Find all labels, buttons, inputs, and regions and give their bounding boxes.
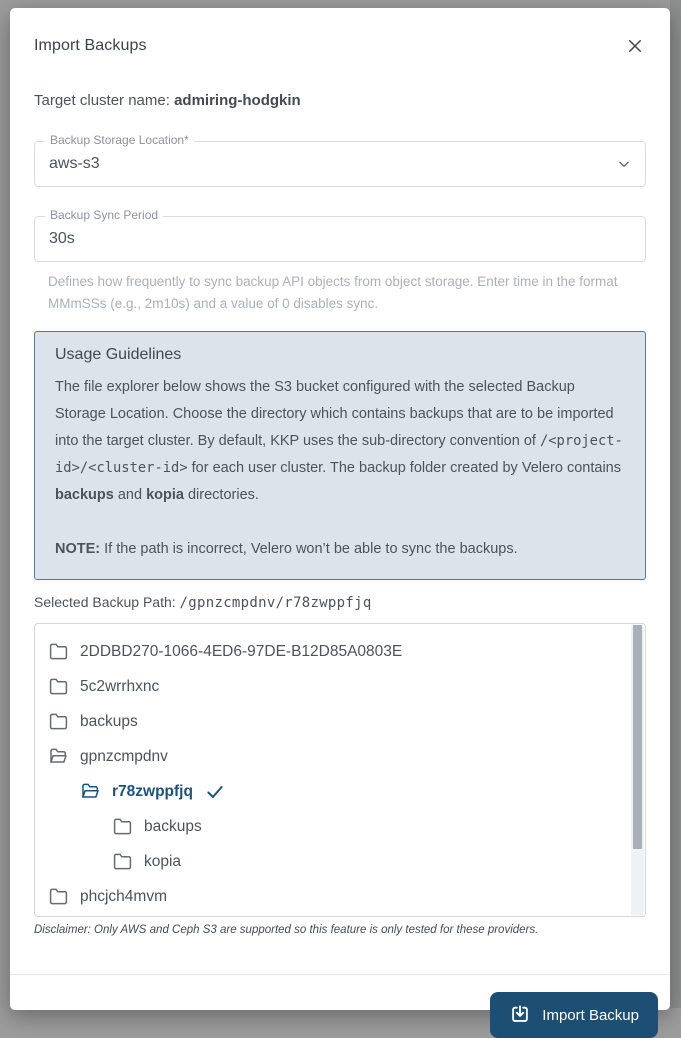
backup-sync-period-input[interactable] <box>49 230 631 248</box>
usage-guidelines-box <box>34 331 646 580</box>
folder-name: 2DDBD270-1066-4ED6-97DE-B12D85A0803E <box>80 642 403 660</box>
check-icon <box>205 782 225 802</box>
tree-item-phcjch4mvm[interactable] <box>35 879 645 914</box>
dialog-title: Import Backups <box>34 37 147 54</box>
import-backup-button[interactable] <box>490 992 658 1038</box>
folder-open-icon <box>49 747 68 766</box>
note-text: If the path is incorrect, Velero won’t be able to sync the backups. <box>100 541 518 557</box>
tree-item-5c2wrrhxnc[interactable] <box>35 669 645 704</box>
target-cluster-label: Target cluster name: <box>34 92 175 109</box>
tree-item-kopia[interactable] <box>35 844 645 879</box>
folder-icon <box>113 852 132 871</box>
tree-item-backups[interactable] <box>35 704 645 739</box>
import-backups-dialog <box>10 8 670 1024</box>
target-cluster-line <box>34 92 646 109</box>
folder-icon <box>49 642 68 661</box>
sync-period-hint: Defines how frequently to sync backup API objects from object storage. Enter time in the format MMmSSs (e.g., 2m10s) and a value of 0 disables sync. <box>48 274 618 311</box>
usage-guidelines-title: Usage Guidelines <box>55 346 182 363</box>
folder-name: kopia <box>144 852 182 870</box>
folder-icon <box>49 677 68 696</box>
folder-icon <box>49 712 68 731</box>
folder-name: gpnzcmpdnv <box>80 747 168 765</box>
folder-open-icon <box>81 782 100 801</box>
folder-name: backups <box>144 817 202 835</box>
import-download-icon <box>509 1004 531 1026</box>
import-backup-label: Import Backup <box>542 1006 639 1024</box>
dialog-footer <box>34 975 664 1038</box>
selected-backup-path-value: /gpnzcmpdnv/r78zwppfjq <box>179 595 372 611</box>
backup-storage-location-select[interactable] <box>34 133 646 187</box>
usage-guidelines-body <box>55 374 625 509</box>
guidelines-text-3: and <box>113 487 147 503</box>
guidelines-bold-backups: backups <box>55 487 114 503</box>
selected-backup-path <box>34 594 646 611</box>
folder-tree <box>35 634 645 914</box>
tree-item-gpnzcmpdnv[interactable] <box>35 739 645 774</box>
folder-name: r78zwppfjq <box>112 782 193 800</box>
guidelines-text-1: The file explorer below shows the S3 bucket configured with the selected Backup Storage Location. Choose the directory which contains backups that are to be imported into the target cluster. By default, KKP uses the sub-directory convention of <box>55 379 614 449</box>
folder-name: backups <box>80 712 138 730</box>
folder-icon <box>113 817 132 836</box>
usage-guidelines-note <box>55 536 625 563</box>
tree-item-backups[interactable] <box>35 809 645 844</box>
backup-storage-location-label: Backup Storage Location* <box>45 133 194 147</box>
tree-scrollbar-thumb[interactable] <box>633 625 642 849</box>
folder-icon <box>49 887 68 906</box>
tree-item-r78zwppfjq[interactable] <box>35 774 645 809</box>
note-label: NOTE: <box>55 541 101 557</box>
chevron-down-icon <box>617 157 631 171</box>
close-icon <box>626 37 644 55</box>
guidelines-code-path: /<project-id>/<cluster-id> <box>55 433 623 476</box>
tree-item-2ddbd270-1066-4ed6-97de-b12d85a0803e[interactable] <box>35 634 645 669</box>
guidelines-bold-kopia: kopia <box>146 487 184 503</box>
tree-scrollbar[interactable] <box>631 625 644 915</box>
dialog-header <box>34 35 646 57</box>
backup-sync-period-field <box>34 208 646 262</box>
close-button[interactable] <box>624 35 646 57</box>
file-explorer <box>34 623 646 917</box>
selected-backup-path-label: Selected Backup Path: <box>34 594 180 610</box>
backup-sync-period-label: Backup Sync Period <box>45 208 163 222</box>
folder-name: 5c2wrrhxnc <box>80 677 160 695</box>
disclaimer-text: Disclaimer: Only AWS and Ceph S3 are supported so this feature is only tested for these providers. <box>34 924 539 936</box>
page-scrollbar[interactable] <box>670 0 681 1008</box>
backup-storage-location-value: aws-s3 <box>49 155 100 172</box>
target-cluster-name: admiring-hodgkin <box>174 92 301 109</box>
folder-name: phcjch4mvm <box>80 887 167 905</box>
guidelines-text-2: for each user cluster. The backup folder created by Velero contains <box>187 460 621 476</box>
guidelines-text-4: directories. <box>183 487 259 503</box>
